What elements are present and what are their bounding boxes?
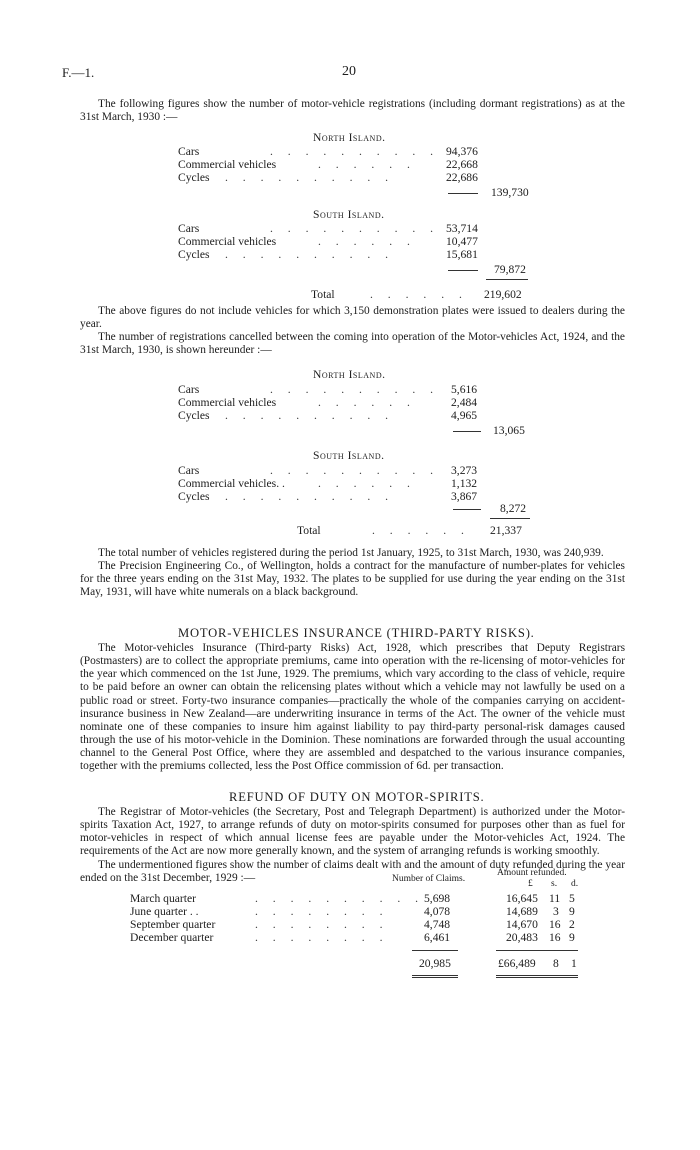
table-row-label: Commercial vehicles. . — [178, 477, 285, 490]
table-row-label: Commercial vehicles — [178, 396, 277, 409]
leader-dots: . . . . . . . . . . — [225, 171, 395, 184]
table-row-value: 3,273 — [451, 464, 478, 477]
table-row-value: 3,867 — [451, 490, 478, 503]
table-row-label: Cycles — [178, 409, 210, 422]
document-code: F.—1. — [62, 65, 95, 80]
double-rule — [412, 975, 458, 976]
subtotal-value: 79,872 — [494, 263, 526, 276]
table-row-label: March quarter — [130, 892, 196, 905]
table-row-value: 22,668 — [446, 158, 478, 171]
leader-dots: . . . . . . — [318, 477, 416, 490]
paragraph: The number of registrations cancelled between the coming into operation of the Motor-vehicles Act, 1924, and the 31st March, 1930, is shown hereunder :— — [80, 331, 625, 357]
total-pence: 1 — [571, 957, 577, 970]
amount-shillings: 16 — [549, 918, 561, 931]
double-rule — [496, 975, 578, 976]
leader-dots: . . . . . . — [318, 158, 416, 171]
leader-dots: . . . . . . . . . . — [225, 248, 395, 261]
leader-dots: . . . . . . . . . . — [270, 222, 440, 235]
table-row-value: 5,616 — [451, 383, 478, 396]
column-header-pence: d. — [571, 879, 579, 889]
amount-pounds: 14,670 — [506, 918, 538, 931]
paragraph: The Precision Engineering Co., of Wellington, holds a contract for the manufacture of number-plates for vehicles for the three years ending on the 31st May, 1932. The plates to be supplied for use during the year ending on the 31st May, 1931, will have white numerals on a black background. — [80, 560, 625, 599]
amount-pence: 9 — [569, 931, 575, 944]
page-number: 20 — [342, 64, 356, 79]
paragraph: The Registrar of Motor-vehicles (the Secretary, Post and Telegraph Department) is authorized under the Motor-spirits Taxation Act, 1927, to arrange refunds of duty on motor-spirits consumed for purposes other than as fuel for motor-vehicles in respect of which annual license fees are payable under the Motor-vehicles Act, 1924. The requirements of the Act are now more generally known, and the system of arranging refunds is working smoothly. — [80, 806, 625, 858]
south-island-heading: South Island. — [313, 449, 385, 462]
subtotal-value: 8,272 — [500, 502, 527, 515]
section-heading-refund: REFUND OF DUTY ON MOTOR-SPIRITS. — [229, 790, 485, 804]
amount-pence: 2 — [569, 918, 575, 931]
claims-value: 4,748 — [424, 918, 451, 931]
amount-shillings: 11 — [549, 892, 561, 905]
subtotal-value: 139,730 — [491, 186, 529, 199]
table-row-value: 2,484 — [451, 396, 478, 409]
amount-pounds: 20,483 — [506, 931, 538, 944]
table-row-value: 4,965 — [451, 409, 478, 422]
claims-value: 4,078 — [424, 905, 451, 918]
table-row-label: Cars — [178, 222, 200, 235]
total-pounds: £66,489 — [498, 957, 536, 970]
table-row-label: December quarter — [130, 931, 214, 944]
total-rule — [412, 950, 458, 951]
paragraph-block — [80, 547, 625, 600]
table-row-value: 10,477 — [446, 235, 478, 248]
total-label: Total — [297, 524, 321, 537]
total-shillings: 8 — [553, 957, 559, 970]
paragraph: The Motor-vehicles Insurance (Third-party Risks) Act, 1928, which prescribes that Deputy Registrars (Postmasters) are to collect the appropriate premiums, came into operation with the re-licensing of motor-vehicles for the year which commenced on the 1st June, 1929. The premiums, which vary according to the class of vehicle, require to be paid before an owner can obtain the relicensing plates without which a vehicle may not lawfully be used on a public road or street. Forty-two insurance companies—practically the whole of the companies carrying on accident-insurance business in New Zealand—are underwriting insurance in terms of the Act. The owner of the vehicle must nominate one of these companies to insure him against liability to pay third-party personal-risk damages caused through the use of his motor-vehicle in the Dominion. These nominations are forwarded through the usual accounting channel to the General Post Office, where they are assembled and despatched to the various insurance companies, together with the premiums collected, less the Post Office commission of 6d. per transaction. — [80, 642, 625, 773]
total-rule — [490, 518, 530, 519]
intro-paragraph: The following figures show the number of motor-vehicle registrations (including dormant registrations) as at the 31st March, 1930 :— — [80, 98, 625, 124]
amount-pence: 9 — [569, 905, 575, 918]
table-row-label: September quarter — [130, 918, 216, 931]
subtotal-rule — [448, 270, 478, 271]
table-row-label: Cars — [178, 383, 200, 396]
amount-shillings: 3 — [553, 905, 559, 918]
paragraph: The above figures do not include vehicles for which 3,150 demonstration plates were issued to dealers during the year. — [80, 305, 625, 331]
leader-dots: . . . . . . — [318, 235, 416, 248]
north-island-heading: North Island. — [313, 131, 386, 144]
south-island-heading: South Island. — [313, 208, 385, 221]
north-island-heading: North Island. — [313, 368, 386, 381]
total-value: 21,337 — [490, 524, 522, 537]
leader-dots: . . . . . . . . . . — [225, 490, 395, 503]
paragraph-block — [80, 305, 625, 358]
double-rule — [412, 977, 458, 978]
table-row-label: Commercial vehicles — [178, 235, 277, 248]
leader-dots: . . . . . . — [318, 396, 416, 409]
section-heading-insurance: MOTOR-VEHICLES INSURANCE (THIRD-PARTY RISKS). — [178, 626, 535, 640]
table-row-label: Cars — [178, 464, 200, 477]
total-value: 219,602 — [484, 288, 522, 301]
double-rule — [496, 977, 578, 978]
table-row-label: Commercial vehicles — [178, 158, 277, 171]
total-rule — [486, 279, 528, 280]
leader-dots: . . . . . . . . — [255, 905, 389, 918]
leader-dots: . . . . . . . . — [255, 931, 389, 944]
leader-dots: . . . . . . . . . . — [270, 383, 440, 396]
leader-dots: . . . . . . — [370, 288, 468, 301]
table-row-value: 15,681 — [446, 248, 478, 261]
amount-shillings: 16 — [549, 931, 561, 944]
leader-dots: . . . . . . . . — [255, 918, 389, 931]
column-header-pounds: £ — [528, 879, 533, 889]
table-row-label: Cycles — [178, 248, 210, 261]
table-row-value: 94,376 — [446, 145, 478, 158]
amount-pence: 5 — [569, 892, 575, 905]
table-row-label: June quarter . . — [130, 905, 199, 918]
table-row-value: 22,686 — [446, 171, 478, 184]
claims-value: 6,461 — [424, 931, 451, 944]
column-header-shillings: s. — [551, 879, 558, 889]
paragraph: The total number of vehicles registered during the period 1st January, 1925, to 31st March, 1930, was 240,939. — [98, 547, 604, 559]
table-row-label: Cycles — [178, 171, 210, 184]
amount-pounds: 14,689 — [506, 905, 538, 918]
subtotal-rule — [453, 509, 481, 510]
column-header-amount: Amount refunded. — [497, 868, 567, 878]
leader-dots: . . . . . . — [372, 524, 470, 537]
total-rule — [496, 950, 578, 951]
total-claims: 20,985 — [419, 957, 451, 970]
amount-pounds: 16,645 — [506, 892, 538, 905]
table-row-label: Cars — [178, 145, 200, 158]
leader-dots: . . . . . . . . . . — [255, 892, 425, 905]
subtotal-value: 13,065 — [493, 424, 525, 437]
insurance-paragraph — [80, 642, 625, 774]
paragraph: The undermentioned figures show the number of claims dealt with and the amount of duty refunded during the year ended on the 31st December, 1929 :— — [80, 858, 625, 884]
column-header-claims: Number of Claims. — [392, 874, 466, 884]
table-row-value: 1,132 — [451, 477, 478, 490]
claims-value: 5,698 — [424, 892, 451, 905]
leader-dots: . . . . . . . . . . — [270, 464, 440, 477]
leader-dots: . . . . . . . . . . — [225, 409, 395, 422]
subtotal-rule — [453, 431, 481, 432]
table-row-value: 53,714 — [446, 222, 478, 235]
table-row-label: Cycles — [178, 490, 210, 503]
total-label: Total — [311, 288, 335, 301]
subtotal-rule — [448, 193, 478, 194]
leader-dots: . . . . . . . . . . — [270, 145, 440, 158]
